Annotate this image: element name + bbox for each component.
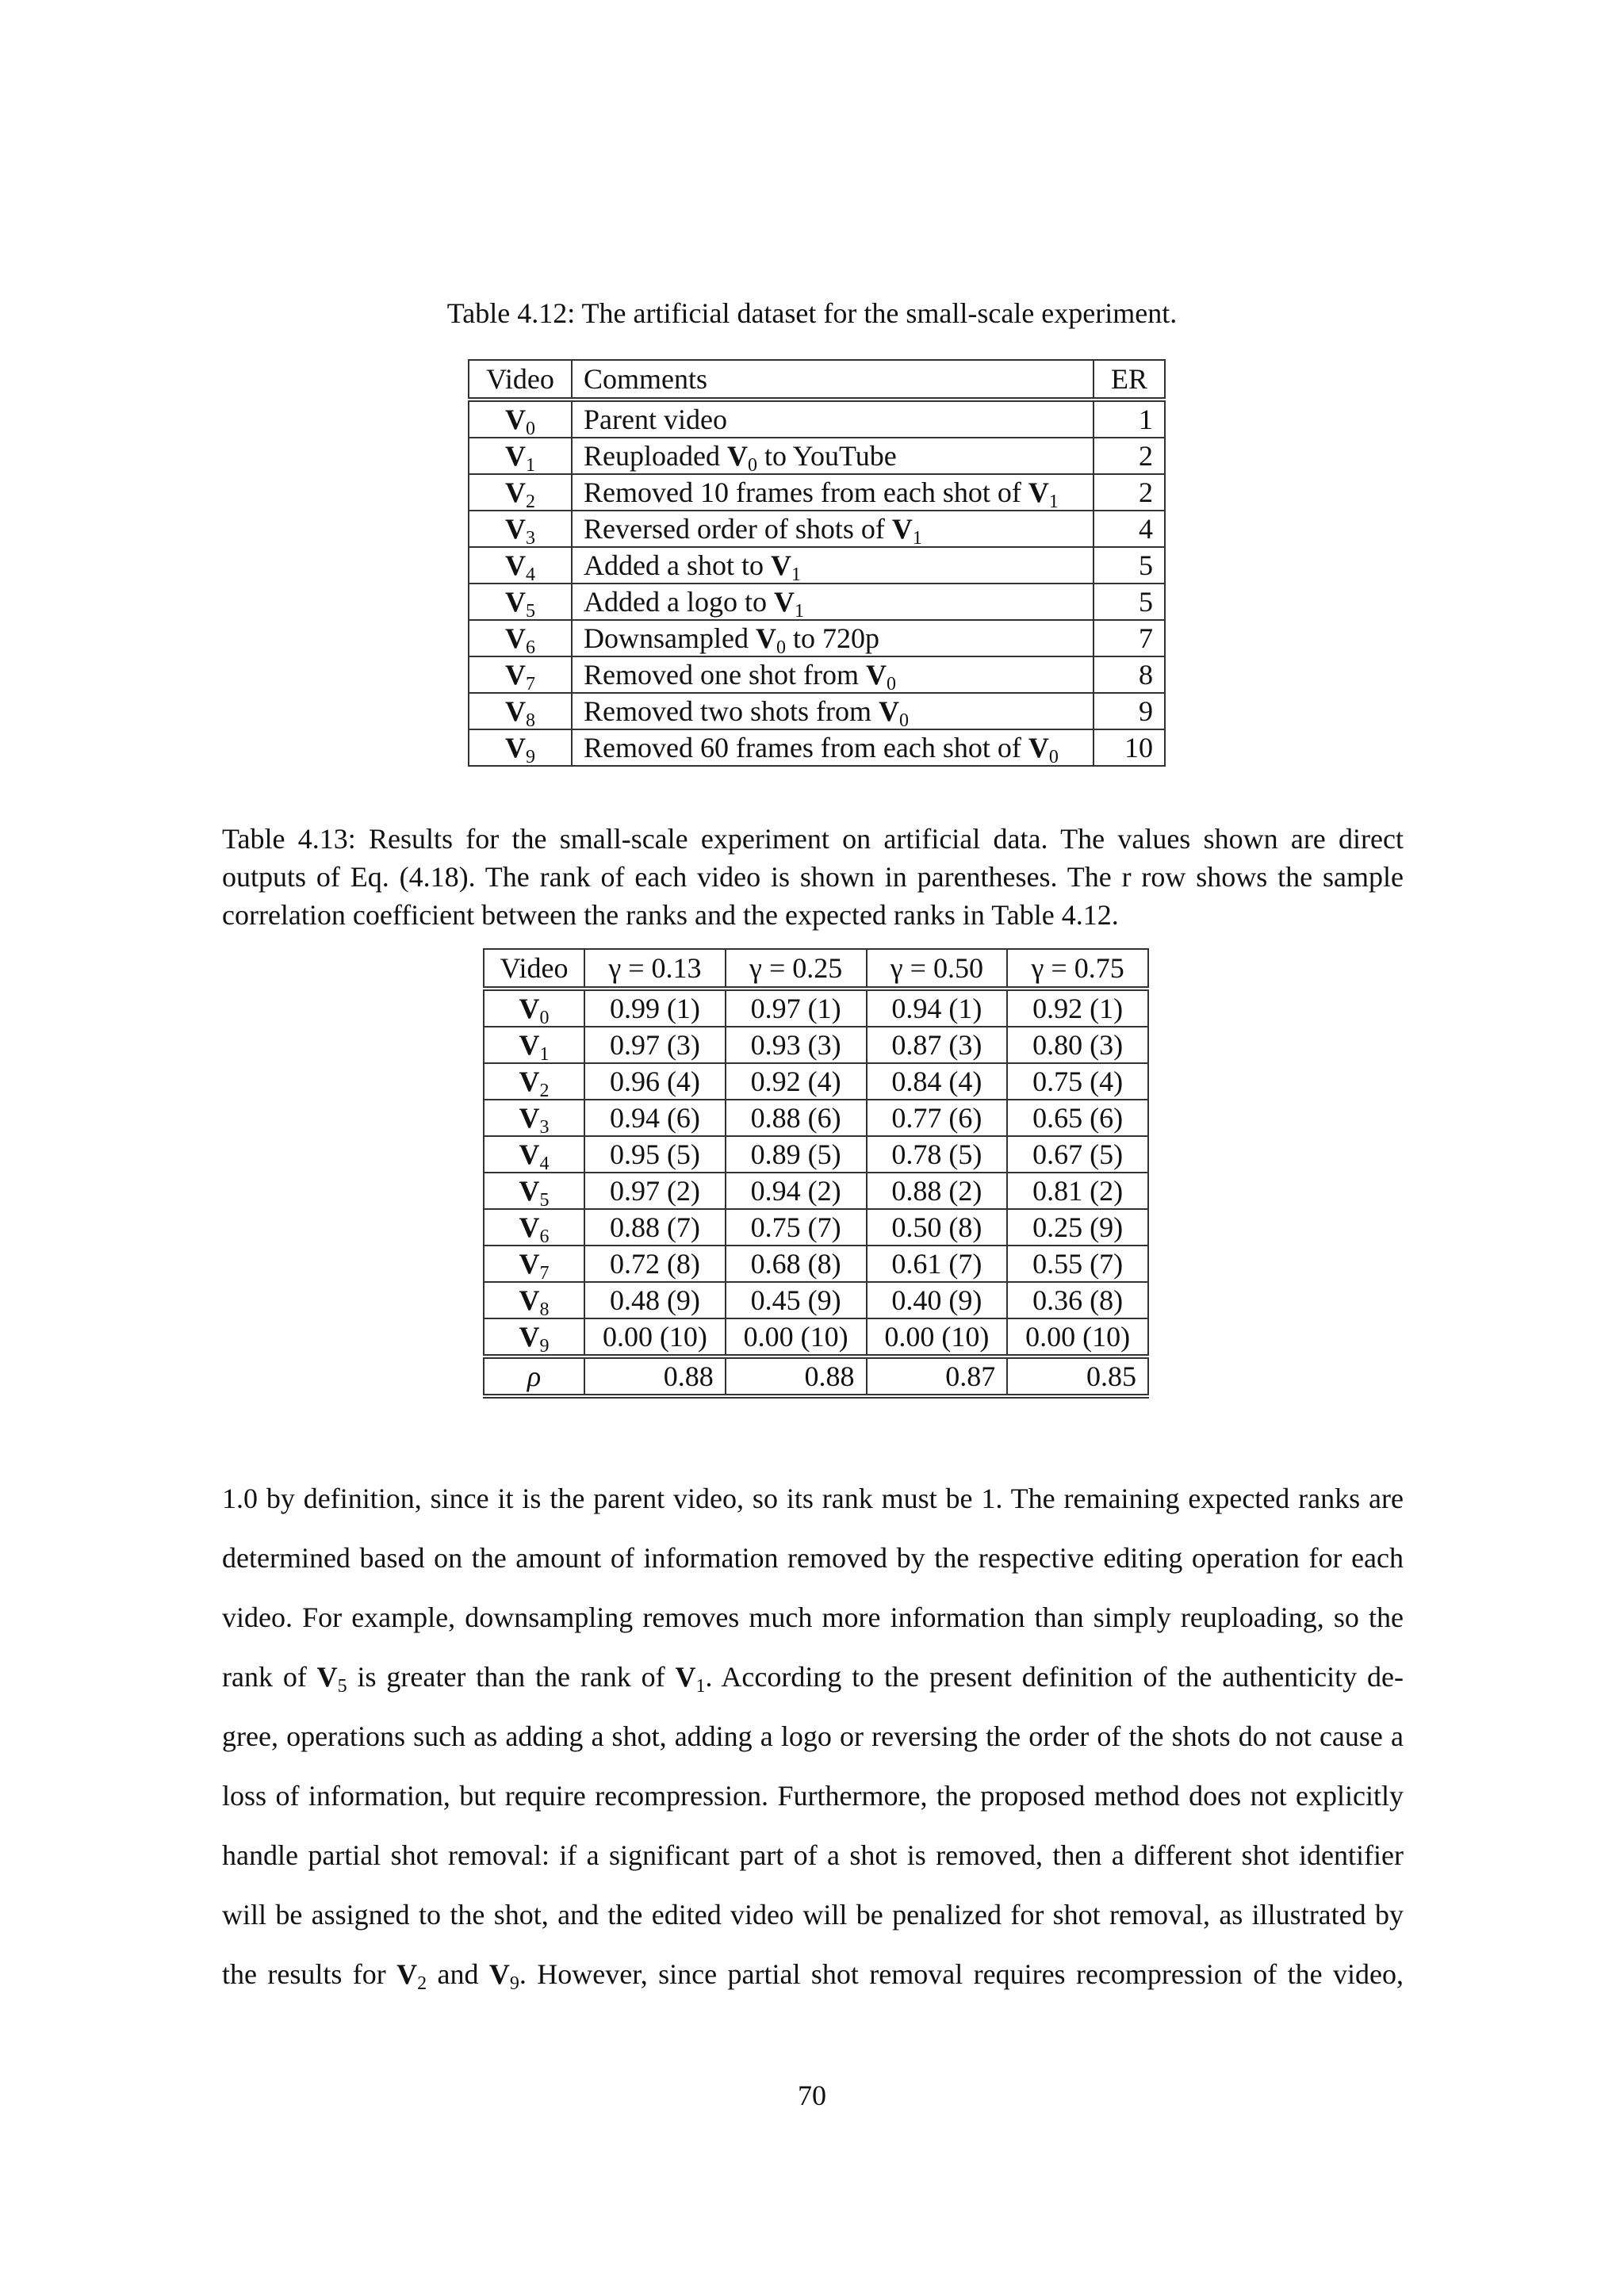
symbol-letter: V — [519, 1066, 540, 1097]
table-cell: 0.93 (3) — [726, 1027, 867, 1063]
comment-text: Parent video — [584, 404, 727, 435]
video-id-cell — [484, 1063, 584, 1100]
symbol-letter: V — [505, 586, 526, 618]
table-cell: 0.00 (10) — [584, 1318, 726, 1357]
expected-rank-cell: 5 — [1094, 547, 1165, 584]
symbol-subscript: 1 — [539, 1044, 550, 1065]
video-symbol — [891, 513, 922, 549]
comment-text: Removed 10 frames from each shot of — [584, 476, 1028, 508]
symbol-subscript: 2 — [526, 492, 535, 512]
column-header: ER — [1094, 360, 1165, 400]
symbol-letter: V — [726, 440, 748, 472]
expected-rank-cell: 4 — [1094, 511, 1165, 547]
table-row — [469, 656, 1165, 693]
symbol-subscript: 1 — [695, 1676, 706, 1697]
text-line: determined based on the amount of information removed by the respective editing operation for each — [222, 1542, 1404, 1574]
video-id-cell — [469, 620, 572, 656]
symbol-letter: V — [519, 1248, 540, 1280]
text-line: handle partial shot removal: if a significant part of a shot is removed, then a different shot identifier — [222, 1839, 1404, 1871]
table-cell: 0.97 (1) — [726, 989, 867, 1027]
table-row — [484, 1282, 1148, 1318]
table-cell: 0.88 — [726, 1357, 867, 1396]
symbol-subscript: 0 — [747, 455, 757, 476]
expected-rank-cell: 7 — [1094, 620, 1165, 656]
table-row — [469, 693, 1165, 729]
video-symbol — [865, 659, 896, 695]
table-header-row — [484, 949, 1148, 989]
video-id-cell — [469, 693, 572, 729]
table-4-13 — [483, 948, 1149, 1399]
video-id-cell — [484, 1173, 584, 1209]
video-symbol — [726, 440, 757, 476]
comment-cell — [572, 547, 1094, 584]
symbol-subscript: 2 — [539, 1081, 550, 1101]
symbol-subscript: 0 — [539, 1008, 550, 1028]
table-cell: 0.68 (8) — [726, 1246, 867, 1282]
symbol-subscript: 5 — [539, 1190, 550, 1211]
table-row — [484, 1027, 1148, 1063]
symbol-letter: V — [675, 1661, 696, 1693]
comment-text: Removed 60 frames from each shot of — [584, 732, 1028, 763]
symbol-subscript: 9 — [539, 1336, 550, 1357]
table-cell: 0.67 (5) — [1007, 1136, 1148, 1173]
comment-text: Reuploaded — [584, 440, 727, 472]
symbol-subscript: 1 — [912, 528, 922, 549]
symbol-letter: V — [316, 1661, 338, 1693]
expected-rank-cell: 8 — [1094, 656, 1165, 693]
table-row — [469, 584, 1165, 620]
video-id-cell — [469, 656, 572, 693]
comment-cell — [572, 729, 1094, 766]
comment-cell — [572, 584, 1094, 620]
table-row — [484, 1246, 1148, 1282]
symbol-letter: V — [505, 659, 526, 691]
symbol-subscript: 0 — [1048, 747, 1059, 767]
table-cell: 0.75 (7) — [726, 1209, 867, 1246]
symbol-subscript: 0 — [776, 637, 786, 658]
video-id-cell — [469, 547, 572, 584]
symbol-subscript: 1 — [1048, 492, 1059, 512]
table-row — [484, 1173, 1148, 1209]
table-cell: 0.84 (4) — [867, 1063, 1008, 1100]
symbol-subscript: 9 — [509, 1973, 519, 1994]
video-id-cell — [484, 1027, 584, 1063]
symbol-letter: V — [773, 586, 795, 618]
column-header: Comments — [572, 360, 1094, 400]
video-symbol — [770, 549, 801, 585]
table-row — [469, 438, 1165, 474]
comment-cell — [572, 656, 1094, 693]
symbol-letter: V — [891, 513, 913, 545]
column-header: Video — [484, 949, 584, 989]
video-symbol — [396, 1958, 427, 1994]
video-id-cell — [469, 729, 572, 766]
symbol-subscript: 4 — [526, 564, 535, 585]
text-fragment: and — [427, 1958, 489, 1990]
column-header: Video — [469, 360, 572, 400]
table-cell: 0.80 (3) — [1007, 1027, 1148, 1063]
table-cell: 0.72 (8) — [584, 1246, 726, 1282]
text-fragment: rank of — [222, 1661, 317, 1693]
symbol-letter: V — [519, 1321, 540, 1353]
table-cell: 0.95 (5) — [584, 1136, 726, 1173]
table-cell: 0.94 (2) — [726, 1173, 867, 1209]
video-id-cell — [469, 400, 572, 438]
table-cell: 0.61 (7) — [867, 1246, 1008, 1282]
text-fragment: . According to the present definition of the authenticity de- — [705, 1661, 1404, 1693]
comment-text: Removed two shots from — [584, 695, 879, 727]
table-cell: 0.75 (4) — [1007, 1063, 1148, 1100]
symbol-letter: V — [1028, 476, 1049, 508]
comment-text: Added a shot to — [584, 549, 771, 581]
symbol-letter: V — [519, 1102, 540, 1134]
symbol-letter: V — [755, 622, 776, 654]
expected-rank-cell: 2 — [1094, 438, 1165, 474]
column-header: γ = 0.50 — [867, 949, 1008, 989]
symbol-letter: V — [505, 695, 526, 727]
symbol-letter: V — [519, 1029, 540, 1061]
table-cell: 0.36 (8) — [1007, 1282, 1148, 1318]
table-row — [469, 400, 1165, 438]
table-4-13-caption: Table 4.13: Results for the small-scale experiment on artificial data. The values shown are direct outputs of Eq. (4.18). The rank of each video is shown in parentheses. The r row shows the sample correlation coefficient between the ranks and the expected ranks in Table 4.12. — [222, 823, 1404, 931]
video-symbol — [316, 1661, 347, 1697]
comment-cell — [572, 511, 1094, 547]
table-cell: 0.89 (5) — [726, 1136, 867, 1173]
symbol-letter: V — [505, 513, 526, 545]
symbol-subscript: 1 — [794, 601, 804, 622]
symbol-letter: V — [519, 1175, 540, 1207]
expected-rank-cell: 10 — [1094, 729, 1165, 766]
text-line — [222, 1945, 1404, 2004]
table-cell: 0.65 (6) — [1007, 1100, 1148, 1136]
comment-text: to YouTube — [756, 440, 897, 472]
table-cell: 0.85 — [1007, 1357, 1148, 1396]
expected-rank-cell: 9 — [1094, 693, 1165, 729]
table-cell: 0.92 (1) — [1007, 989, 1148, 1027]
comment-text: Reversed order of shots of — [584, 513, 892, 545]
symbol-subscript: 9 — [526, 747, 535, 767]
table-row — [469, 511, 1165, 547]
symbol-subscript: 5 — [337, 1676, 347, 1697]
symbol-subscript: 3 — [526, 528, 535, 549]
symbol-subscript: 3 — [539, 1117, 550, 1138]
video-id-cell — [469, 511, 572, 547]
symbol-letter: V — [505, 732, 526, 763]
table-row — [484, 1136, 1148, 1173]
symbol-subscript: 0 — [526, 419, 535, 439]
correlation-row — [484, 1357, 1148, 1396]
table-row — [469, 620, 1165, 656]
symbol-subscript: 7 — [539, 1263, 550, 1284]
table-4-12 — [468, 359, 1166, 767]
table-4-12-caption: Table 4.12: The artificial dataset for the small-scale experiment. — [446, 297, 1178, 329]
symbol-subscript: 7 — [526, 674, 535, 695]
table-cell: 0.00 (10) — [1007, 1318, 1148, 1357]
expected-rank-cell: 2 — [1094, 474, 1165, 511]
symbol-subscript: 1 — [791, 564, 801, 585]
video-id-cell — [484, 1100, 584, 1136]
video-id-cell — [469, 584, 572, 620]
symbol-letter: V — [1028, 732, 1049, 763]
column-header: γ = 0.13 — [584, 949, 726, 989]
symbol-subscript: 2 — [417, 1973, 427, 1994]
symbol-letter: V — [505, 549, 526, 581]
text-line: will be assigned to the shot, and the edited video will be penalized for shot removal, as illustrated by — [222, 1899, 1404, 1931]
symbol-subscript: 5 — [526, 601, 535, 622]
video-id-cell — [484, 1136, 584, 1173]
symbol-letter: V — [488, 1958, 510, 1990]
video-id-cell — [484, 1209, 584, 1246]
symbol-subscript: 4 — [539, 1154, 550, 1174]
table-row — [484, 1209, 1148, 1246]
symbol-letter: V — [878, 695, 899, 727]
table-cell: 0.96 (4) — [584, 1063, 726, 1100]
table-header-row — [469, 360, 1165, 400]
table-cell: 0.97 (3) — [584, 1027, 726, 1063]
video-symbol — [1028, 476, 1059, 512]
text-line — [222, 1647, 1404, 1707]
symbol-subscript: 6 — [526, 637, 535, 658]
table-cell: 0.88 (6) — [726, 1100, 867, 1136]
table-cell: 0.78 (5) — [867, 1136, 1008, 1173]
symbol-letter: V — [519, 1284, 540, 1316]
table-row — [484, 1318, 1148, 1357]
video-symbol — [878, 695, 909, 731]
symbol-letter: V — [519, 1138, 540, 1170]
expected-rank-cell: 5 — [1094, 584, 1165, 620]
comment-cell — [572, 693, 1094, 729]
table-cell: 0.92 (4) — [726, 1063, 867, 1100]
comment-cell — [572, 620, 1094, 656]
comment-text: to 720p — [785, 622, 879, 654]
video-symbol — [755, 622, 786, 658]
body-paragraph — [222, 1469, 1404, 2004]
symbol-subscript: 1 — [526, 455, 535, 476]
expected-rank-cell: 1 — [1094, 400, 1165, 438]
table-cell: 0.40 (9) — [867, 1282, 1008, 1318]
table-row — [469, 474, 1165, 511]
symbol-letter: V — [505, 476, 526, 508]
video-symbol — [1028, 732, 1059, 767]
text-line: video. For example, downsampling removes much more information than simply reuploading, so the — [222, 1601, 1404, 1633]
symbol-letter: V — [505, 622, 526, 654]
symbol-subscript: 8 — [539, 1299, 550, 1320]
symbol-subscript: 8 — [526, 710, 535, 731]
table-row — [484, 1063, 1148, 1100]
table-cell: 0.55 (7) — [1007, 1246, 1148, 1282]
text-fragment: . However, since partial shot removal requires recompression of the video, — [519, 1958, 1404, 1990]
table-cell: 0.99 (1) — [584, 989, 726, 1027]
symbol-letter: V — [865, 659, 887, 691]
rho-label: ρ — [484, 1357, 584, 1396]
symbol-letter: V — [505, 404, 526, 435]
table-cell: 0.48 (9) — [584, 1282, 726, 1318]
video-id-cell — [484, 989, 584, 1027]
comment-cell — [572, 474, 1094, 511]
comment-cell — [572, 400, 1094, 438]
video-id-cell — [484, 1282, 584, 1318]
symbol-subscript: 0 — [886, 674, 896, 695]
video-symbol — [488, 1958, 519, 1994]
symbol-letter: V — [770, 549, 791, 581]
table-cell: 0.87 (3) — [867, 1027, 1008, 1063]
symbol-letter: V — [519, 1211, 540, 1243]
comment-text: Downsampled — [584, 622, 756, 654]
comment-text: Removed one shot from — [584, 659, 866, 691]
table-cell: 0.81 (2) — [1007, 1173, 1148, 1209]
symbol-subscript: 6 — [539, 1226, 550, 1247]
table-row — [469, 547, 1165, 584]
video-symbol — [773, 586, 804, 622]
text-fragment: is greater than the rank of — [347, 1661, 676, 1693]
table-cell: 0.97 (2) — [584, 1173, 726, 1209]
column-header: γ = 0.75 — [1007, 949, 1148, 989]
comment-text: Added a logo to — [584, 586, 774, 618]
video-id-cell — [469, 438, 572, 474]
symbol-letter: V — [519, 993, 540, 1024]
video-symbol — [675, 1661, 706, 1697]
table-cell: 0.88 — [584, 1357, 726, 1396]
table-cell: 0.00 (10) — [867, 1318, 1008, 1357]
column-header: γ = 0.25 — [726, 949, 867, 989]
symbol-subscript: 0 — [898, 710, 909, 731]
video-id-cell — [484, 1246, 584, 1282]
table-cell: 0.25 (9) — [1007, 1209, 1148, 1246]
symbol-letter: V — [505, 440, 526, 472]
video-id-cell — [484, 1318, 584, 1357]
table-cell: 0.77 (6) — [867, 1100, 1008, 1136]
text-line: gree, operations such as adding a shot, adding a logo or reversing the order of the shots do not cause a — [222, 1720, 1404, 1752]
table-cell: 0.50 (8) — [867, 1209, 1008, 1246]
symbol-letter: V — [396, 1958, 418, 1990]
text-line: 1.0 by definition, since it is the parent video, so its rank must be 1. The remaining expected ranks are — [222, 1483, 1404, 1514]
text-line: loss of information, but require recompression. Furthermore, the proposed method does not explicitly — [222, 1780, 1404, 1812]
table-cell: 0.87 — [867, 1357, 1008, 1396]
table-row — [484, 989, 1148, 1027]
table-row — [484, 1100, 1148, 1136]
text-fragment: the results for — [222, 1958, 397, 1990]
video-id-cell — [469, 474, 572, 511]
table-cell: 0.88 (7) — [584, 1209, 726, 1246]
table-cell: 0.88 (2) — [867, 1173, 1008, 1209]
table-cell: 0.94 (1) — [867, 989, 1008, 1027]
table-cell: 0.94 (6) — [584, 1100, 726, 1136]
table-row — [469, 729, 1165, 766]
comment-cell — [572, 438, 1094, 474]
table-cell: 0.00 (10) — [726, 1318, 867, 1357]
table-cell: 0.45 (9) — [726, 1282, 867, 1318]
page-number: 70 — [798, 2080, 826, 2111]
